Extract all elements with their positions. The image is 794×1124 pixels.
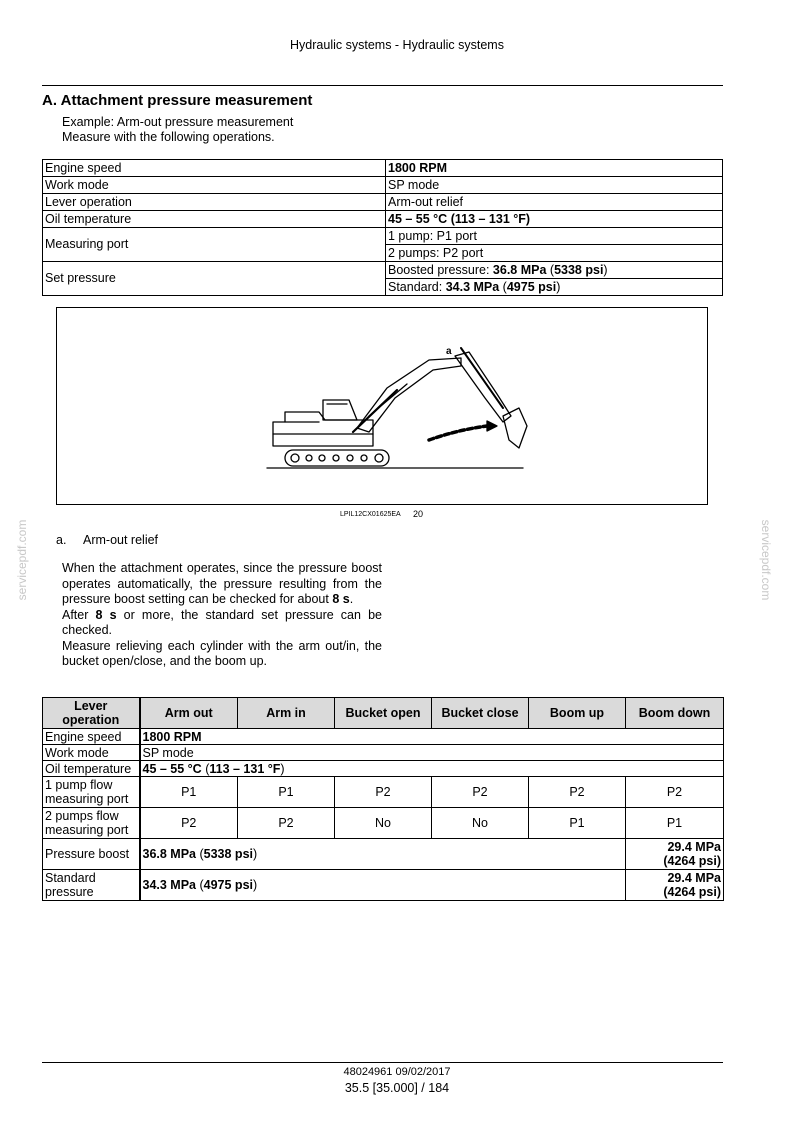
spec-value: 2 pumps: P2 port xyxy=(386,245,723,262)
table-row xyxy=(43,777,724,808)
table-cell: No xyxy=(335,808,432,839)
table-row xyxy=(43,761,724,777)
table-row xyxy=(43,177,723,194)
paren: ) xyxy=(253,847,258,861)
col-header: Bucket close xyxy=(432,698,529,729)
table-row xyxy=(43,194,723,211)
table-row xyxy=(43,839,724,870)
table-cell: No xyxy=(432,808,529,839)
spec-value xyxy=(386,160,723,177)
table-cell xyxy=(140,761,724,777)
paragraph xyxy=(62,608,382,639)
footer-doc-id: 48024961 09/02/2017 xyxy=(343,1066,451,1078)
col-header: Boom up xyxy=(529,698,626,729)
table-cell: P2 xyxy=(238,808,335,839)
row-label: 2 pumps flow measuring port xyxy=(43,808,140,839)
pressure-mpa: 36.8 MPa xyxy=(492,262,547,277)
table-cell: P1 xyxy=(140,777,238,808)
pressure-mpa: 34.3 MPa xyxy=(445,279,500,294)
row-label: Oil temperature xyxy=(43,761,140,777)
excavator-illustration xyxy=(57,308,707,504)
spec-label: Measuring port xyxy=(43,228,386,262)
row-label: Standard pressure xyxy=(43,870,140,901)
row-label: Pressure boost xyxy=(43,839,140,870)
spec-value xyxy=(386,279,723,296)
paragraph xyxy=(62,561,382,608)
watermark-right: servicepdf.com xyxy=(759,519,773,601)
table-cell: P2 xyxy=(432,777,529,808)
col-header: Arm in xyxy=(238,698,335,729)
figure-callout-a: a xyxy=(446,346,452,357)
paren: ( xyxy=(499,279,507,294)
pressure-mpa: 34.3 MPa xyxy=(142,878,197,892)
table-row xyxy=(43,160,723,177)
spec-value-bold: 1800 RPM xyxy=(388,160,448,175)
temp-f: 113 – 131 °F xyxy=(454,211,526,226)
table-cell xyxy=(140,870,626,901)
row-label: Engine speed xyxy=(43,729,140,745)
table-row xyxy=(43,870,724,901)
text-run: After xyxy=(62,607,96,622)
pressure-mpa: 36.8 MPa xyxy=(142,847,197,861)
bold-value: 1800 RPM xyxy=(142,729,202,744)
spec-label: Oil temperature xyxy=(43,211,386,228)
paren: ( xyxy=(196,847,204,861)
prefix: Standard: xyxy=(388,279,446,294)
table-row xyxy=(43,211,723,228)
table-row xyxy=(43,262,723,279)
paren: ) xyxy=(556,279,561,294)
temp-c: 45 – 55 °C xyxy=(388,211,448,226)
spec-label: Lever operation xyxy=(43,194,386,211)
paren: ( xyxy=(546,262,555,277)
table-cell: P2 xyxy=(335,777,432,808)
spec-value xyxy=(386,211,723,228)
col-header: Lever operation xyxy=(43,698,140,729)
section-title: A. Attachment pressure measurement xyxy=(42,92,313,109)
motion-arrow xyxy=(429,426,487,440)
col-header: Bucket open xyxy=(335,698,432,729)
figure-number: 20 xyxy=(413,509,424,519)
table-row xyxy=(43,745,724,761)
paren: ( xyxy=(201,761,210,776)
intro-line: Example: Arm-out pressure measurement xyxy=(62,115,294,129)
table-header-row xyxy=(43,698,724,729)
bold-run: 8 s xyxy=(95,607,117,622)
table-row xyxy=(43,729,724,745)
temp-c: 45 – 55 °C xyxy=(142,761,202,776)
cab xyxy=(323,400,357,420)
spec-value: Arm-out relief xyxy=(386,194,723,211)
watermark-left: servicepdf.com xyxy=(15,519,29,601)
track xyxy=(285,450,389,466)
figure-box xyxy=(56,307,708,505)
operations-table xyxy=(42,697,724,901)
paren: ( xyxy=(196,878,204,892)
paragraph: Measure relieving each cylinder with the arm out/in, the bucket open/close, and the boom up. xyxy=(62,638,382,668)
pressure-psi: 4975 psi xyxy=(506,279,557,294)
table-cell: P2 xyxy=(529,777,626,808)
bold-run: 8 s xyxy=(332,592,350,606)
spec-value: 1 pump: P1 port xyxy=(386,228,723,245)
table-cell xyxy=(140,729,724,745)
pressure-mpa: 29.4 MPa xyxy=(667,840,721,854)
pressure-psi: 5338 psi xyxy=(203,847,253,861)
arm xyxy=(455,352,511,422)
pressure-psi: 5338 psi xyxy=(554,262,604,277)
spec-label: Work mode xyxy=(43,177,386,194)
table-cell: P2 xyxy=(140,808,238,839)
table-row xyxy=(43,228,723,245)
spec-value xyxy=(386,262,723,279)
legend-text: Arm-out relief xyxy=(83,533,159,547)
table-cell xyxy=(626,870,724,901)
table-cell: P1 xyxy=(626,808,724,839)
table-cell: P1 xyxy=(238,777,335,808)
table-cell xyxy=(140,839,626,870)
table-cell: P2 xyxy=(626,777,724,808)
paren: ( xyxy=(447,211,455,226)
pressure-psi: 4975 psi xyxy=(203,878,253,892)
paren: ) xyxy=(525,211,531,226)
temp-f: 113 – 131 °F xyxy=(209,761,281,776)
spec-table xyxy=(42,159,723,296)
legend-letter: a. xyxy=(56,533,67,547)
row-label: Work mode xyxy=(43,745,140,761)
table-cell xyxy=(626,839,724,870)
header-title: Hydraulic systems - Hydraulic systems xyxy=(290,38,504,52)
spec-label: Engine speed xyxy=(43,160,386,177)
text-run: When the attachment operates, since the pressure boost operates automatically, the pressure resulting from the pressure boost setting can be checked for about xyxy=(62,561,382,606)
intro-text xyxy=(62,115,293,145)
col-header: Boom down xyxy=(626,698,724,729)
prefix: Boosted pressure: xyxy=(388,262,493,277)
table-row xyxy=(43,808,724,839)
paren: ) xyxy=(253,878,258,892)
table-cell: P1 xyxy=(529,808,626,839)
spec-value: SP mode xyxy=(386,177,723,194)
intro-line: Measure with the following operations. xyxy=(62,130,275,144)
table-cell: SP mode xyxy=(140,745,724,761)
pressure-psi: (4264 psi) xyxy=(663,885,721,899)
footer-rule xyxy=(42,1062,723,1063)
pressure-psi: (4264 psi) xyxy=(663,854,721,868)
footer-page-number: 35.5 [35.000] / 184 xyxy=(344,1081,450,1095)
text-run: . xyxy=(349,592,354,606)
pressure-mpa: 29.4 MPa xyxy=(667,871,721,885)
header-rule xyxy=(42,85,723,86)
track-wheels xyxy=(291,454,383,462)
figure-code: LPIL12CX01625EA xyxy=(340,511,401,518)
paren: ) xyxy=(280,761,285,776)
col-header: Arm out xyxy=(140,698,238,729)
body-text xyxy=(62,561,382,670)
spec-value-bold xyxy=(388,212,530,226)
text-run: or more, the standard set pressure can be checked. xyxy=(62,607,382,637)
spec-label: Set pressure xyxy=(43,262,386,296)
paren: ) xyxy=(603,262,608,277)
row-label: 1 pump flow measuring port xyxy=(43,777,140,808)
bucket xyxy=(503,408,527,448)
